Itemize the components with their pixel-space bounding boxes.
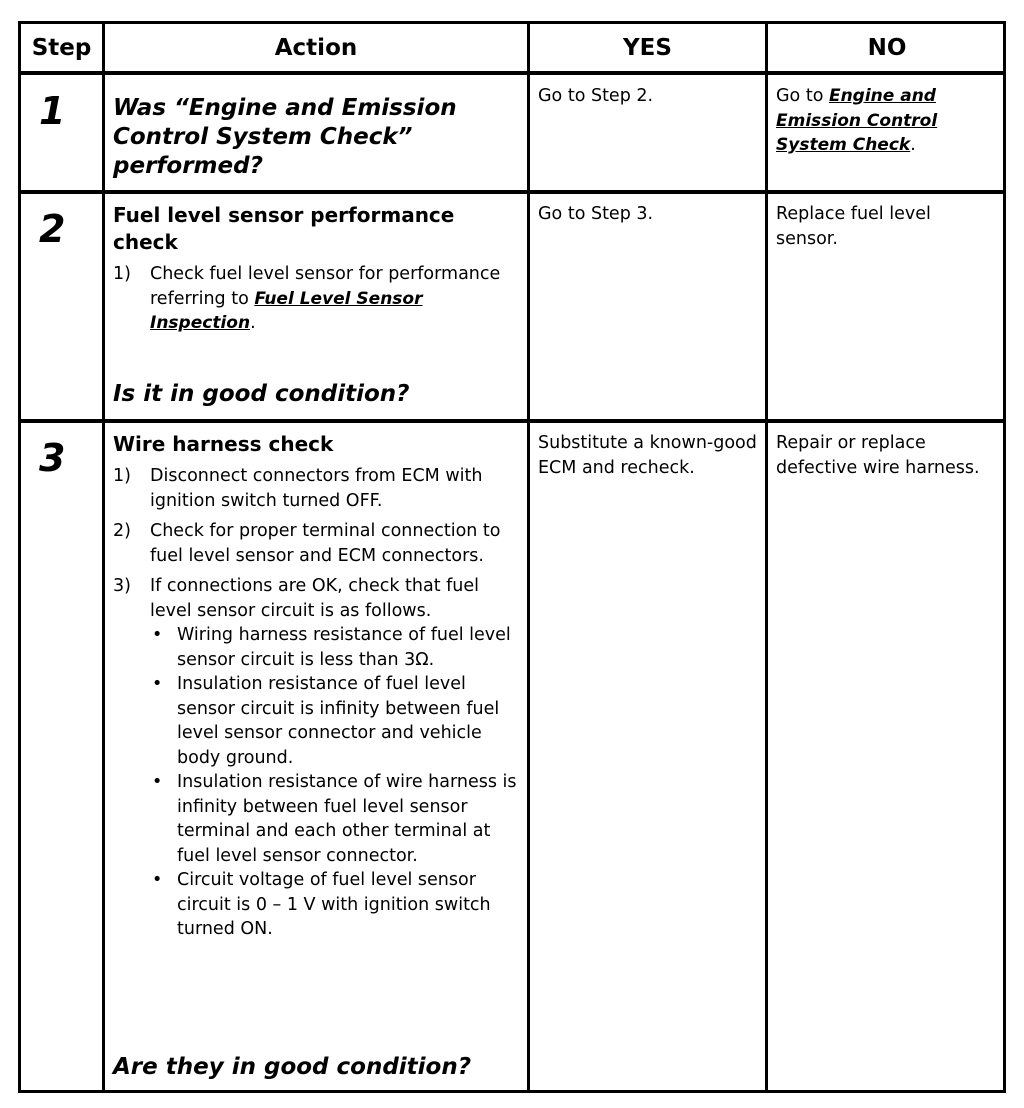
step-1-action — [113, 94, 493, 181]
item-number: 3) — [113, 576, 131, 596]
link-engine-emission-check[interactable]: Engine and Emission Control System Check — [776, 86, 938, 155]
header-no: NO — [867, 34, 907, 61]
step-3-action — [113, 431, 523, 1091]
item-text: Disconnect connectors from ECM with ignition switch turned OFF. — [150, 466, 483, 511]
bullet-text: Insulation resistance of wire harness is infinity between fuel level sensor terminal and each other terminal at fuel level sensor connector. — [177, 772, 517, 866]
step-number: 3 — [39, 436, 66, 480]
item-text: Check fuel level sensor for performance referring to — [150, 264, 501, 309]
step-2-action — [113, 202, 523, 417]
step-3-bullet-4 — [150, 868, 523, 942]
step-3-no: Repair or replace defective wire harness. — [776, 433, 980, 478]
step-3-item-2 — [113, 519, 523, 568]
row-divider — [21, 71, 1003, 75]
diagnostic-table — [18, 21, 1006, 1093]
step-3-number — [39, 436, 66, 480]
bullet-text: Insulation resistance of fuel level sensor circuit is infinity between fuel level sensor connector and vehicle body ground. — [177, 674, 500, 768]
bullet-icon: • — [152, 772, 163, 792]
step-1-no-prefix: Go to — [776, 86, 829, 106]
header-step: Step — [31, 34, 92, 61]
step-2-question: Is it in good condition? — [113, 381, 410, 407]
bullet-icon: • — [152, 674, 163, 694]
step-3-title: Wire harness check — [113, 432, 334, 456]
step-3-bullet-1 — [150, 623, 523, 672]
step-number: 2 — [39, 207, 66, 251]
header-yes: YES — [623, 34, 672, 61]
step-2-yes: Go to Step 3. — [538, 204, 654, 224]
column-divider — [102, 24, 105, 1090]
step-1-no — [776, 84, 998, 158]
bullet-text: Circuit voltage of fuel level sensor circuit is 0 – 1 V with ignition switch turned ON. — [177, 870, 491, 939]
step-3-bullet-2 — [150, 672, 523, 770]
step-1-question: Was “Engine and Emission Control System Check” performed? — [113, 95, 457, 179]
item-suffix: . — [250, 313, 256, 333]
item-number: 1) — [113, 264, 131, 284]
row-divider — [21, 190, 1003, 194]
item-text: Check for proper terminal connection to fuel level sensor and ECM connectors. — [150, 521, 501, 566]
step-number: 1 — [39, 89, 66, 133]
step-1-yes: Go to Step 2. — [538, 86, 654, 106]
step-3-question: Are they in good condition? — [113, 1054, 472, 1080]
link-fuel-level-sensor-inspection[interactable]: Fuel Level Sensor Inspection — [150, 288, 423, 333]
step-2-title: Fuel level sensor performance check — [113, 203, 455, 254]
step-3-item-3 — [113, 574, 523, 623]
step-2-no: Replace fuel level sensor. — [776, 204, 931, 249]
item-number: 1) — [113, 466, 131, 486]
row-divider — [21, 419, 1003, 423]
bullet-icon: • — [152, 870, 163, 890]
step-2-number — [39, 207, 66, 251]
step-3-yes: Substitute a known-good ECM and recheck. — [538, 433, 757, 478]
bullet-text: Wiring harness resistance of fuel level sensor circuit is less than 3Ω. — [177, 625, 511, 670]
step-2-item-1 — [113, 262, 523, 336]
column-divider — [527, 24, 530, 1090]
step-1-number — [39, 89, 66, 133]
step-3-item-1 — [113, 464, 523, 513]
step-3-bullet-3 — [150, 770, 523, 868]
item-text: If connections are OK, check that fuel level sensor circuit is as follows. — [150, 576, 480, 621]
column-divider — [765, 24, 768, 1090]
bullet-icon: • — [152, 625, 163, 645]
item-number: 2) — [113, 521, 131, 541]
step-1-no-suffix: . — [910, 135, 916, 155]
header-action: Action — [274, 34, 358, 61]
